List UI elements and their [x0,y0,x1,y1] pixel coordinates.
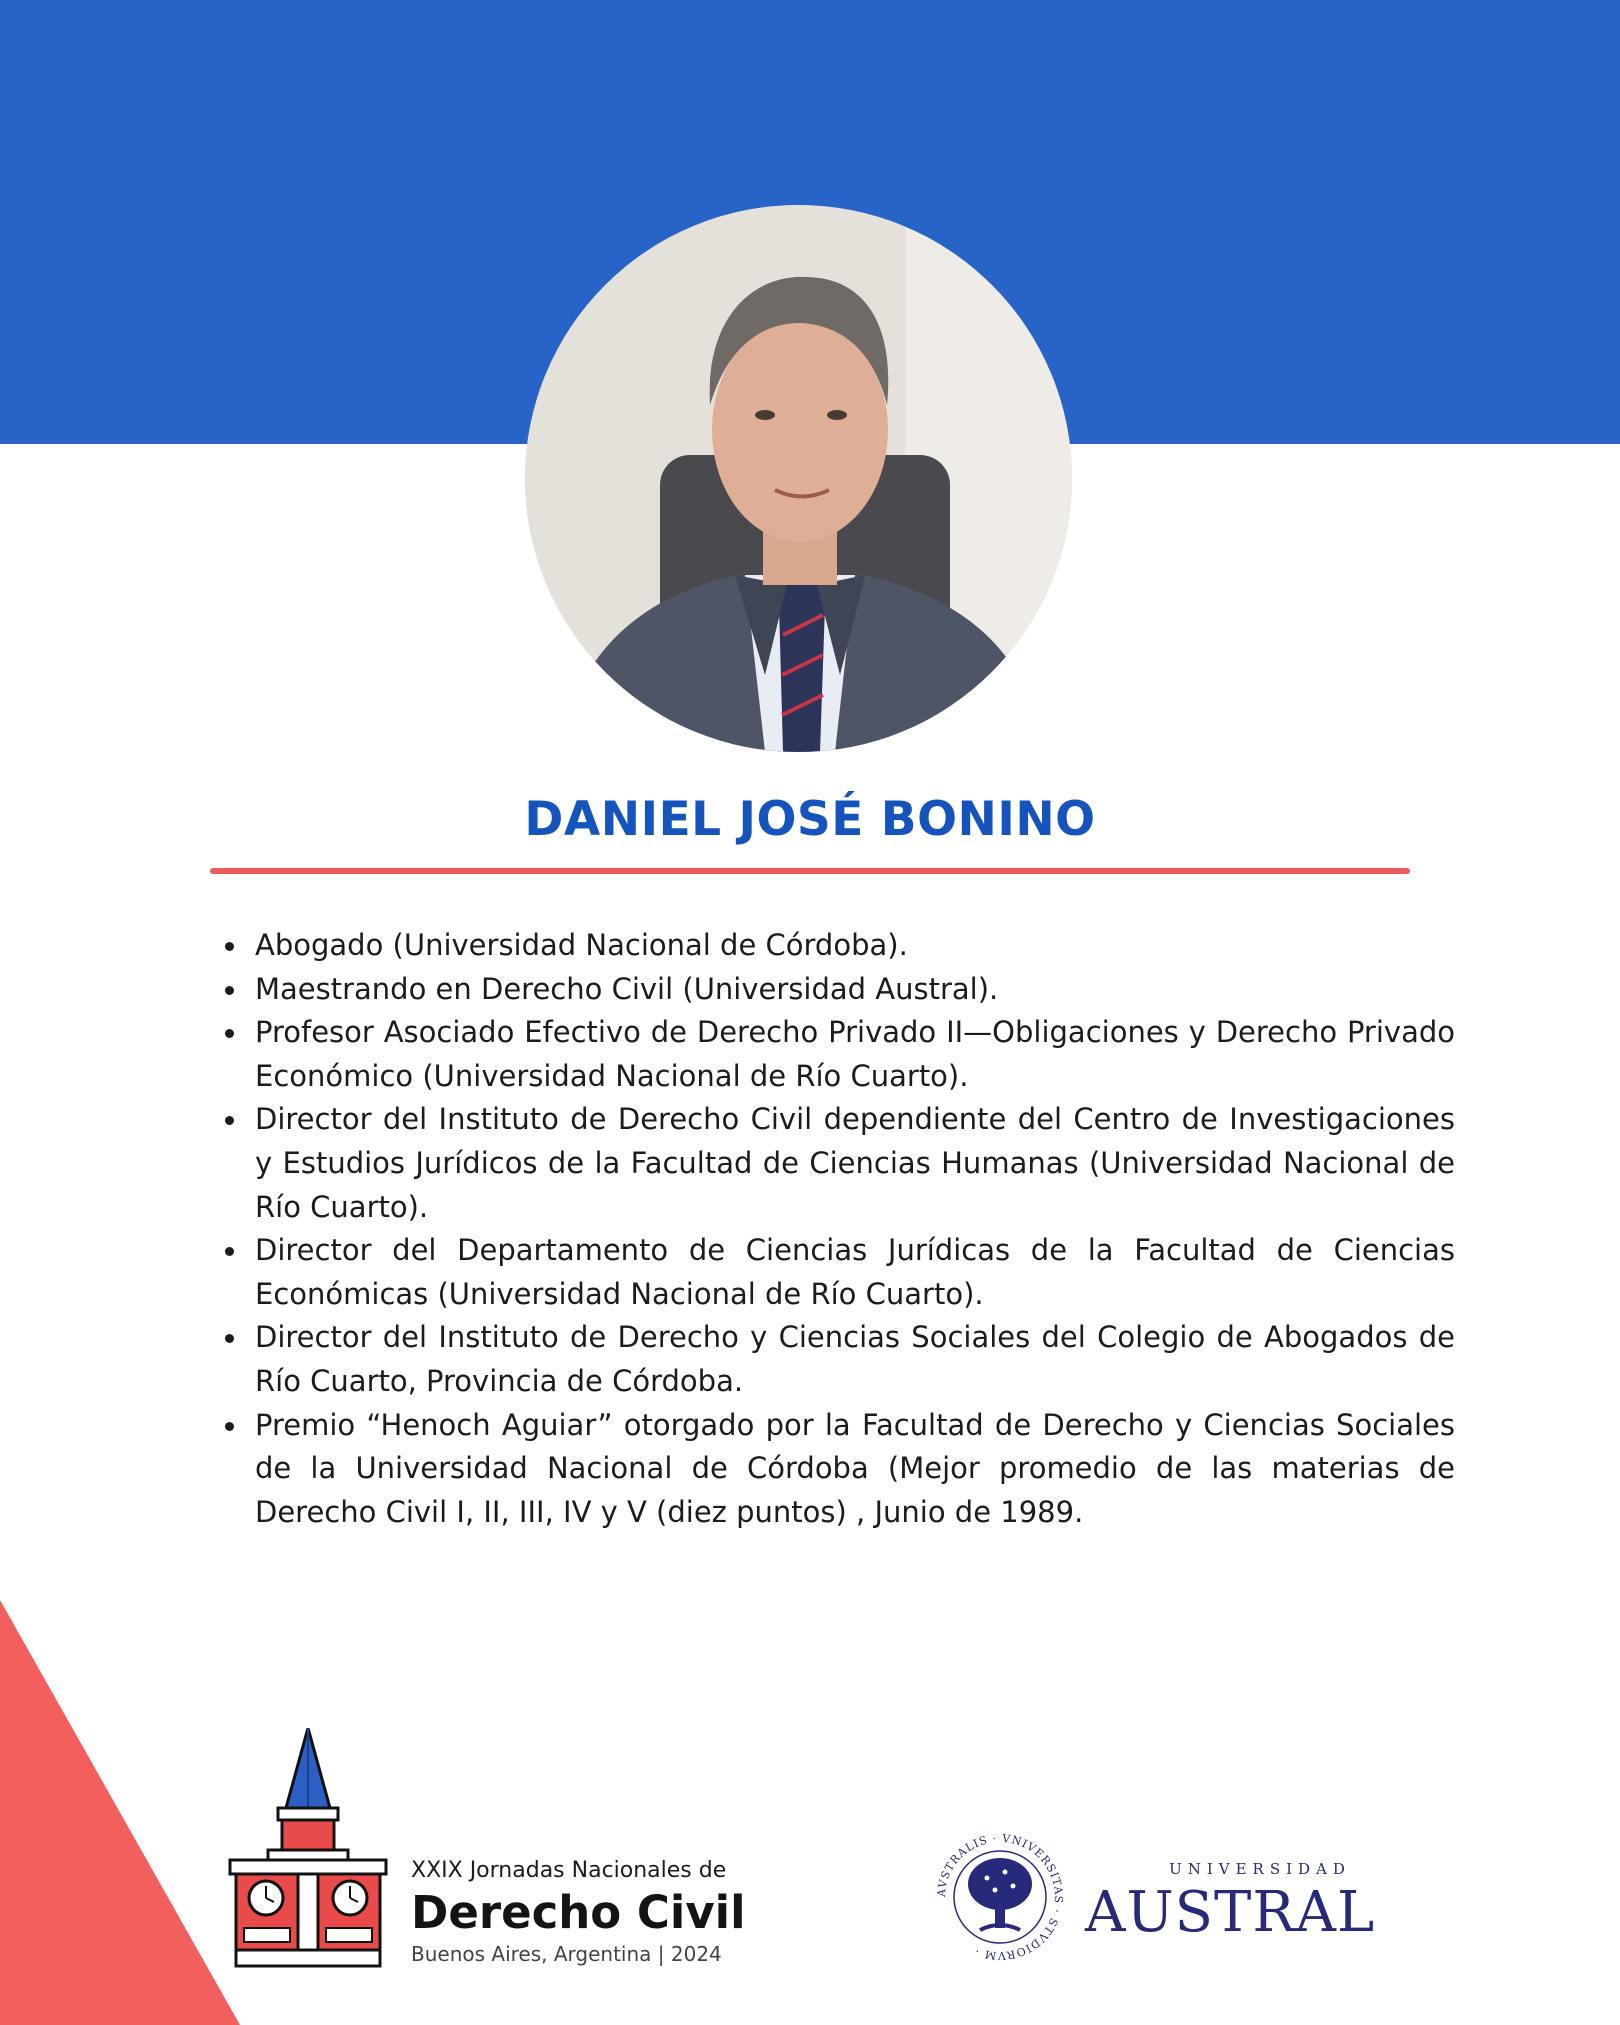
event-logo [228,1728,788,1968]
bio-item: Director del Instituto de Derecho y Ciencias Sociales del Colegio de Abogados de Río Cuarto, Provincia de Córdoba. [255,1316,1455,1403]
university-logo [935,1822,1405,1972]
clock-tower-icon [228,1728,388,1968]
seal-text: AVSTRALIS · VNIVERSITAS · STVDIORVM · [935,1831,1065,1963]
event-logo-line1: XXIX Jornadas Nacionales de [411,1858,727,1883]
bio-item: Maestrando en Derecho Civil (Universidad Austral). [255,968,1455,1012]
speaker-name: DANIEL JOSÉ BONINO [524,792,1096,847]
event-logo-text [411,1856,811,1968]
bio-item: Profesor Asociado Efectivo de Derecho Privado II—Obligaciones y Derecho Privado Económico (Universidad Nacional de Río Cuarto). [255,1011,1455,1098]
university-label-big: AUSTRAL [1085,1880,1376,1945]
bio-item: Abogado (Universidad Nacional de Córdoba). [255,924,1455,968]
speaker-photo [525,205,1072,752]
university-label-small: UNIVERSIDAD [1169,1860,1351,1878]
university-seal-icon [935,1822,1065,1972]
event-logo-title: Derecho Civil [411,1886,746,1939]
bio-list [220,924,1455,1534]
bio-item: Director del Departamento de Ciencias Jurídicas de la Facultad de Ciencias Económicas (Universidad Nacional de Río Cuarto). [255,1229,1455,1316]
event-logo-location: Buenos Aires, Argentina | 2024 [411,1942,722,1966]
bio-item: Director del Instituto de Derecho Civil dependiente del Centro de Investigaciones y Estudios Jurídicos de la Facultad de Ciencias Humanas (Universidad Nacional de Río Cuarto). [255,1098,1455,1229]
corner-triangle-decoration [0,1600,240,2025]
bio-item: Premio “Henoch Aguiar” otorgado por la Facultad de Derecho y Ciencias Sociales de la Universidad Nacional de Córdoba (Mejor promedio de las materias de Derecho Civil I, II, III, IV y V (diez puntos) , Junio de 1989. [255,1404,1455,1535]
name-divider [210,868,1410,874]
